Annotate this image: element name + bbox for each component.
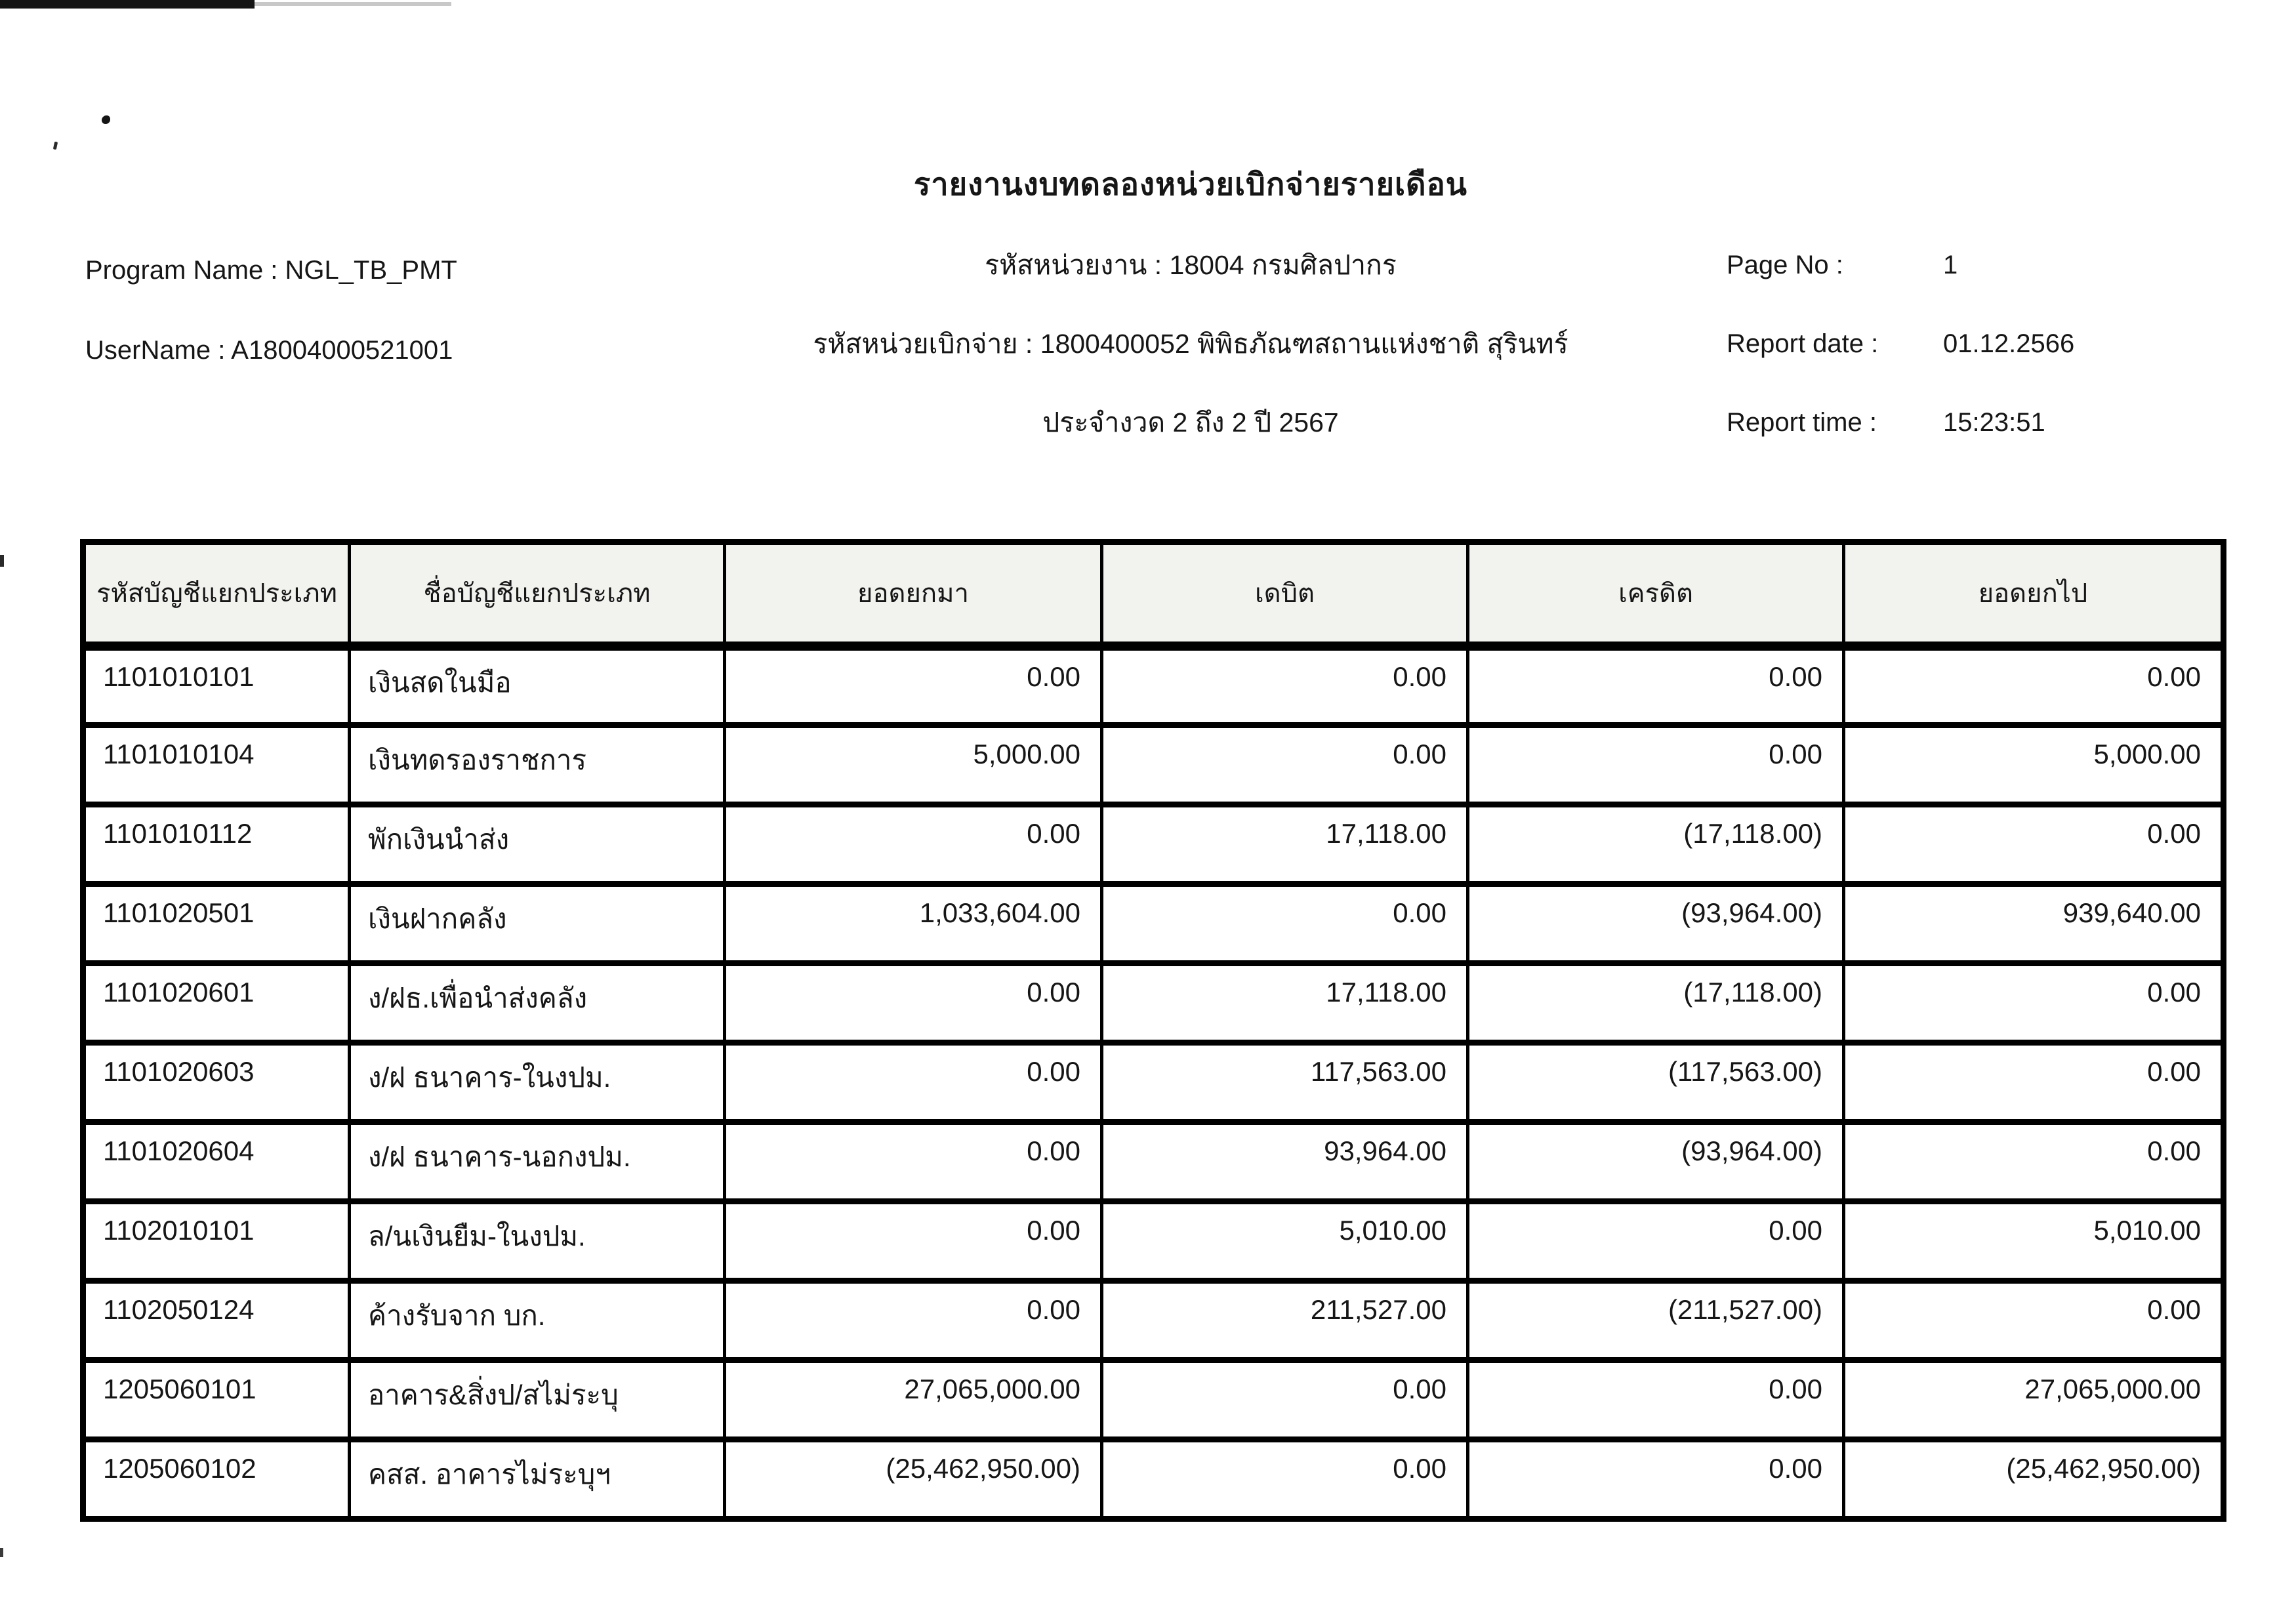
cell-account-name: ง/ฝ ธนาคาร-ในงปม.: [350, 1043, 725, 1122]
cell-account-name: ง/ฝธ.เพื่อนำส่งคลัง: [350, 964, 725, 1043]
cell-debit: 0.00: [1102, 884, 1468, 964]
cell-end-balance: 5,010.00: [1844, 1202, 2224, 1281]
cell-credit: (17,118.00): [1468, 805, 1844, 884]
cell-end-balance: 5,000.00: [1844, 725, 2224, 805]
page-no-value: 1: [1943, 251, 1958, 279]
table-row: [83, 1360, 2224, 1440]
cell-account-name: พักเงินนำส่ง: [350, 805, 725, 884]
cell-debit: 17,118.00: [1102, 805, 1468, 884]
period-line: ประจำงวด 2 ถึง 2 ปี 2567: [1042, 407, 1339, 438]
cell-debit: 211,527.00: [1102, 1281, 1468, 1360]
cell-account-name: เงินทดรองราชการ: [350, 725, 725, 805]
cell-credit: 0.00: [1468, 1202, 1844, 1281]
cell-begin-balance: 0.00: [725, 1202, 1102, 1281]
cell-account-name: เงินสดในมือ: [350, 646, 725, 725]
cell-debit: 17,118.00: [1102, 964, 1468, 1043]
col-header-debit: เดบิต: [1102, 542, 1468, 646]
table-row: [83, 1043, 2224, 1122]
table-body: [83, 646, 2224, 1519]
user-name-line: UserName : A18004000521001: [85, 336, 453, 365]
cell-account-code: 1101010104: [83, 725, 350, 805]
cell-end-balance: 0.00: [1844, 964, 2224, 1043]
cell-end-balance: 27,065,000.00: [1844, 1360, 2224, 1440]
cell-end-balance: 0.00: [1844, 646, 2224, 725]
program-name-line: Program Name : NGL_TB_PMT: [85, 256, 457, 285]
cell-debit: 0.00: [1102, 1360, 1468, 1440]
cell-credit: (211,527.00): [1468, 1281, 1844, 1360]
scan-artifact-edge-mark: [0, 1548, 3, 1557]
cell-account-code: 1101020604: [83, 1122, 350, 1202]
cell-begin-balance: 0.00: [725, 964, 1102, 1043]
cell-credit: (17,118.00): [1468, 964, 1844, 1043]
cell-end-balance: 939,640.00: [1844, 884, 2224, 964]
cell-end-balance: 0.00: [1844, 805, 2224, 884]
cell-begin-balance: 0.00: [725, 805, 1102, 884]
cell-credit: (117,563.00): [1468, 1043, 1844, 1122]
scan-artifact-edge-mark: [0, 555, 4, 567]
cell-account-name: เงินฝากคลัง: [350, 884, 725, 964]
cell-end-balance: 0.00: [1844, 1281, 2224, 1360]
cell-account-code: 1101020601: [83, 964, 350, 1043]
cell-debit: 0.00: [1102, 725, 1468, 805]
cell-credit: 0.00: [1468, 725, 1844, 805]
table-row: [83, 964, 2224, 1043]
cell-end-balance: 0.00: [1844, 1122, 2224, 1202]
cell-begin-balance: 27,065,000.00: [725, 1360, 1102, 1440]
report-date-value: 01.12.2566: [1943, 329, 2075, 358]
cell-end-balance: (25,462,950.00): [1844, 1440, 2224, 1519]
table-header-row: [83, 542, 2224, 646]
report-title: รายงานงบทดลองหน่วยเบิกจ่ายรายเดือน: [914, 167, 1467, 201]
scan-artifact-speck: [102, 115, 110, 124]
cell-begin-balance: 0.00: [725, 1043, 1102, 1122]
disbursement-unit-line: รหัสหน่วยเบิกจ่าย : 1800400052 พิพิธภัณฑสถานแห่งชาติ สุรินทร์: [813, 329, 1568, 359]
cell-end-balance: 0.00: [1844, 1043, 2224, 1122]
col-header-account-name: ชื่อบัญชีแยกประเภท: [350, 542, 725, 646]
scan-artifact-speck: [53, 142, 58, 150]
table-row: [83, 805, 2224, 884]
scan-artifact-top-smudge: [255, 2, 451, 6]
cell-debit: 117,563.00: [1102, 1043, 1468, 1122]
cell-debit: 93,964.00: [1102, 1122, 1468, 1202]
cell-debit: 5,010.00: [1102, 1202, 1468, 1281]
page-no-label: Page No :: [1727, 251, 1843, 279]
cell-begin-balance: 1,033,604.00: [725, 884, 1102, 964]
table-row: [83, 646, 2224, 725]
cell-debit: 0.00: [1102, 646, 1468, 725]
cell-credit: (93,964.00): [1468, 1122, 1844, 1202]
col-header-end-balance: ยอดยกไป: [1844, 542, 2224, 646]
table-row: [83, 1281, 2224, 1360]
cell-account-code: 1205060102: [83, 1440, 350, 1519]
cell-account-name: อาคาร&สิ่งป/สไม่ระบุ: [350, 1360, 725, 1440]
cell-begin-balance: 0.00: [725, 1122, 1102, 1202]
cell-account-name: คสส. อาคารไม่ระบุฯ: [350, 1440, 725, 1519]
col-header-account-code: รหัสบัญชีแยกประเภท: [83, 542, 350, 646]
trial-balance-table: [80, 539, 2226, 1522]
cell-account-code: 1102050124: [83, 1281, 350, 1360]
cell-account-code: 1101020603: [83, 1043, 350, 1122]
cell-credit: 0.00: [1468, 1360, 1844, 1440]
cell-begin-balance: 0.00: [725, 646, 1102, 725]
col-header-begin-balance: ยอดยกมา: [725, 542, 1102, 646]
scan-artifact-top-bar: [0, 0, 255, 9]
table-row: [83, 1202, 2224, 1281]
cell-account-name: ล/นเงินยืม-ในงปม.: [350, 1202, 725, 1281]
cell-begin-balance: (25,462,950.00): [725, 1440, 1102, 1519]
col-header-credit: เครดิต: [1468, 542, 1844, 646]
report-time-value: 15:23:51: [1943, 408, 2045, 437]
cell-account-code: 1205060101: [83, 1360, 350, 1440]
cell-account-code: 1102010101: [83, 1202, 350, 1281]
cell-debit: 0.00: [1102, 1440, 1468, 1519]
cell-begin-balance: 5,000.00: [725, 725, 1102, 805]
cell-credit: (93,964.00): [1468, 884, 1844, 964]
table-row: [83, 1440, 2224, 1519]
report-date-label: Report date :: [1727, 329, 1879, 358]
cell-account-code: 1101010112: [83, 805, 350, 884]
report-time-label: Report time :: [1727, 408, 1877, 437]
cell-account-name: ง/ฝ ธนาคาร-นอกงปม.: [350, 1122, 725, 1202]
cell-credit: 0.00: [1468, 646, 1844, 725]
agency-code-line: รหัสหน่วยงาน : 18004 กรมศิลปากร: [985, 250, 1397, 280]
cell-account-code: 1101010101: [83, 646, 350, 725]
cell-account-name: ค้างรับจาก บก.: [350, 1281, 725, 1360]
table-row: [83, 884, 2224, 964]
cell-account-code: 1101020501: [83, 884, 350, 964]
table-row: [83, 1122, 2224, 1202]
table-row: [83, 725, 2224, 805]
cell-begin-balance: 0.00: [725, 1281, 1102, 1360]
cell-credit: 0.00: [1468, 1440, 1844, 1519]
